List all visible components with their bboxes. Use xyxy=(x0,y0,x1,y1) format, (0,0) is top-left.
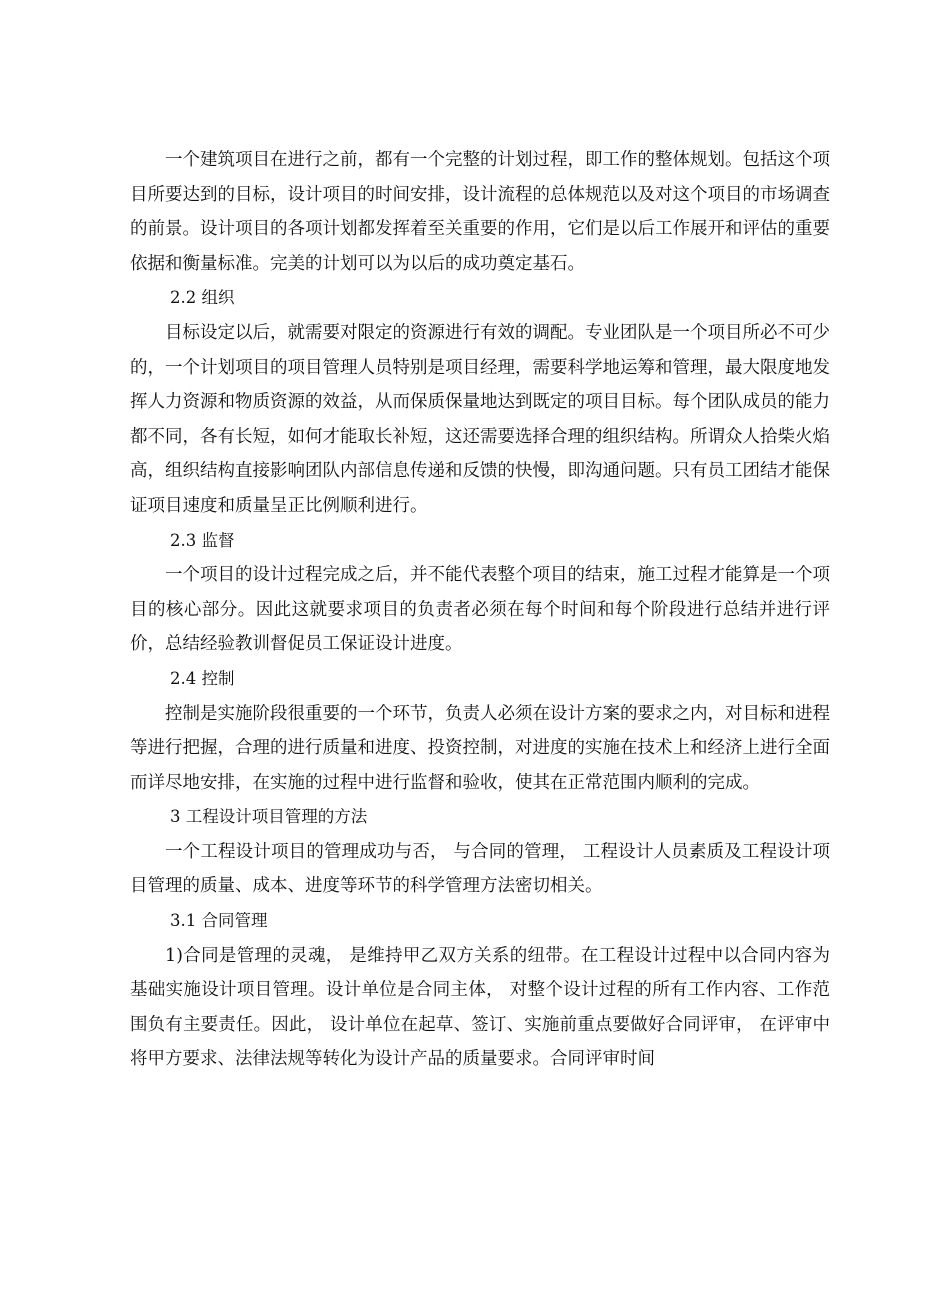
heading-2-2-organization: 2.2 组织 xyxy=(170,288,235,308)
paragraph-planning: 一个建筑项目在进行之前，都有一个完整的计划过程，即工作的整体规划。包括这个项目所要达到的目标，设计项目的时间安排，设计流程的总体规范以及对这个项目的市场调查的前景。设计项目的各项计划都发挥着至关重要的作用，它们是以后工作展开和评估的重要依据和衡量标准。完美的计划可以为以后的成功奠定基石。 xyxy=(130,150,830,274)
heading-3-methods: 3 工程设计项目管理的方法 xyxy=(170,807,368,827)
paragraph-control: 控制是实施阶段很重要的一个环节，负责人必须在设计方案的要求之内，对目标和进程等进行把握，合理的进行质量和进度、投资控制，对进度的实施在技术上和经济上进行全面而详尽地安排，在实施的过程中进行监督和验收，使其在正常范围内顺利的完成。 xyxy=(130,703,830,793)
heading-2-3-supervision: 2.3 监督 xyxy=(170,530,235,550)
document-body xyxy=(130,143,830,1077)
heading-2-4-control: 2.4 控制 xyxy=(170,668,235,688)
paragraph-supervision: 一个项目的设计过程完成之后，并不能代表整个项目的结束，施工过程才能算是一个项目的核心部分。因此这就要求项目的负责者必须在每个时间和每个阶段进行总结并进行评价，总结经验教训督促员工保证设计进度。 xyxy=(130,565,830,655)
paragraph-contract-management: 1)合同是管理的灵魂， 是维持甲乙双方关系的纽带。在工程设计过程中以合同内容为基础实施设计项目管理。设计单位是合同主体， 对整个设计过程的所有工作内容、工作范围负有主要责任。因此， 设计单位在起草、签订、实施前重点要做好合同评审， 在评审中将甲方要求、法律法规等转化为设计产品的质量要求。合同评审时间 xyxy=(130,945,830,1070)
paragraph-methods: 一个工程设计项目的管理成功与否， 与合同的管理， 工程设计人员素质及工程设计项目管理的质量、成本、进度等环节的科学管理方法密切相关。 xyxy=(130,841,830,897)
heading-3-1-contract-management: 3.1 合同管理 xyxy=(170,911,268,931)
paragraph-organization: 目标设定以后，就需要对限定的资源进行有效的调配。专业团队是一个项目所必不可少的，一个计划项目的项目管理人员特别是项目经理，需要科学地运筹和管理，最大限度地发挥人力资源和物质资源的效益，从而保质保量地达到既定的项目目标。每个团队成员的能力都不同，各有长短，如何才能取长补短，这还需要选择合理的组织结构。所谓众人拾柴火焰高，组织结构直接影响团队内部信息传递和反馈的快慢，即沟通问题。只有员工团结才能保证项目速度和质量呈正比例顺利进行。 xyxy=(130,322,830,516)
